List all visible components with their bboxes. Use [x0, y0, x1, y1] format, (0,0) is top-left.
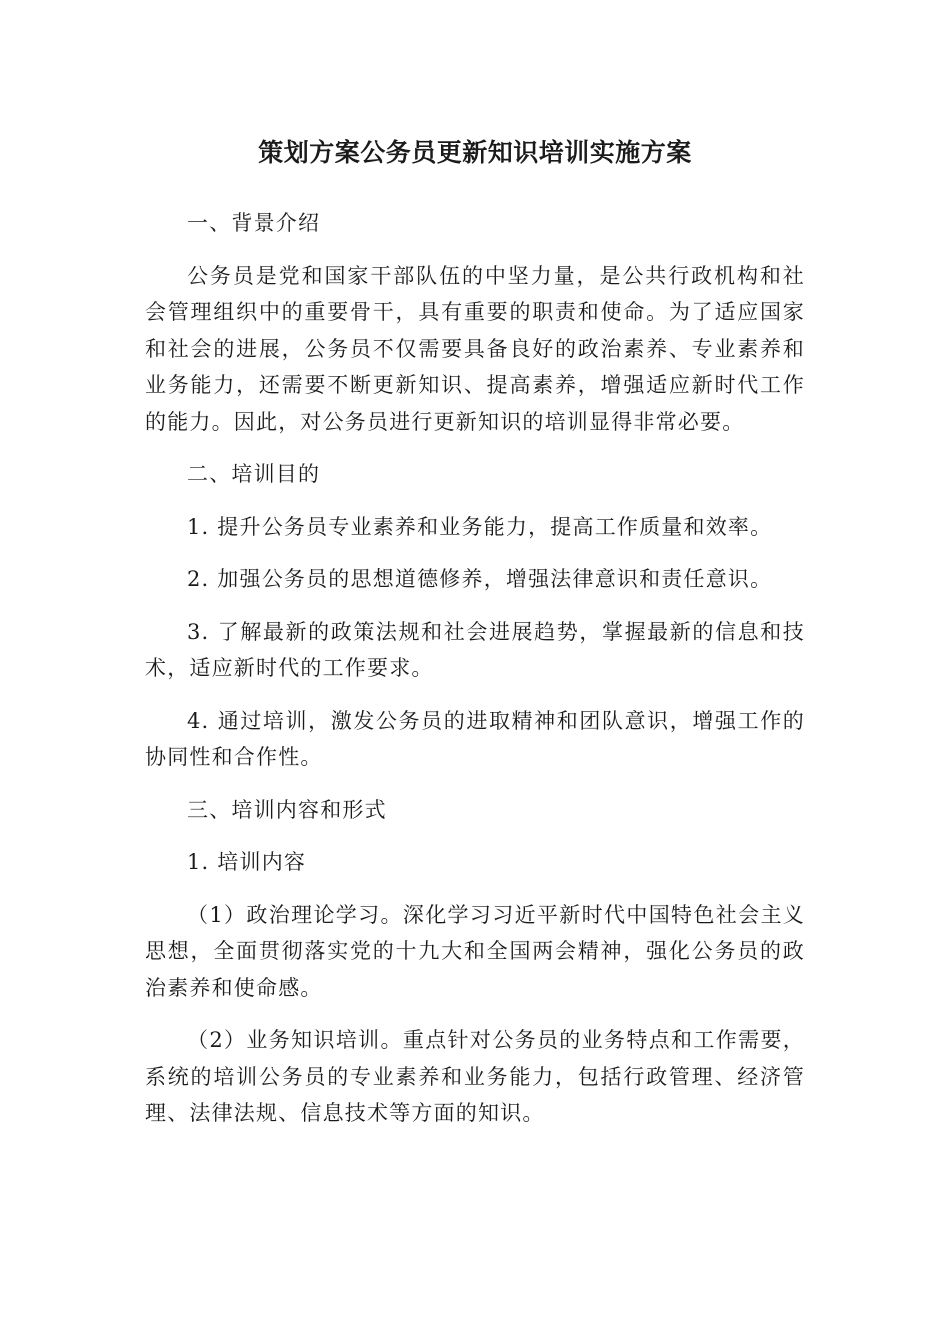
list-item: 1. 提升公务员专业素养和业务能力，提高工作质量和效率。: [187, 514, 773, 539]
section-heading: 三、培训内容和形式: [187, 797, 387, 822]
document-title: 策划方案公务员更新知识培训实施方案: [258, 138, 692, 167]
document-body: [145, 205, 805, 1132]
paragraph: 公务员是党和国家干部队伍的中坚力量，是公共行政机构和社会管理组织中的重要骨干，具有重要的职责和使命。为了适应国家和社会的进展，公务员不仅需要具备良好的政治素养、专业素养和业务能力，还需要不断更新知识、提高素养，增强适应新时代工作的能力。因此，对公务员进行更新知识的培训显得非常必要。: [145, 263, 805, 434]
list-item: 4. 通过培训，激发公务员的进取精神和团队意识，增强工作的协同性和合作性。: [145, 708, 805, 769]
paragraph: （1）政治理论学习。深化学习习近平新时代中国特色社会主义思想，全面贯彻落实党的十九大和全国两会精神，强化公务员的政治素养和使命感。: [145, 902, 805, 1000]
list-item: 3. 了解最新的政策法规和社会进展趋势，掌握最新的信息和技术，适应新时代的工作要求。: [145, 619, 805, 680]
list-item: 2. 加强公务员的思想道德修养，增强法律意识和责任意识。: [187, 567, 773, 591]
section-heading: 一、背景介绍: [187, 211, 321, 235]
subsection-heading: 1. 培训内容: [187, 850, 307, 874]
paragraph: （2）业务知识培训。重点针对公务员的业务特点和工作需要，系统的培训公务员的专业素养和业务能力，包括行政管理、经济管理、法律法规、信息技术等方面的知识。: [145, 1028, 805, 1125]
section-heading: 二、培训目的: [187, 462, 321, 486]
